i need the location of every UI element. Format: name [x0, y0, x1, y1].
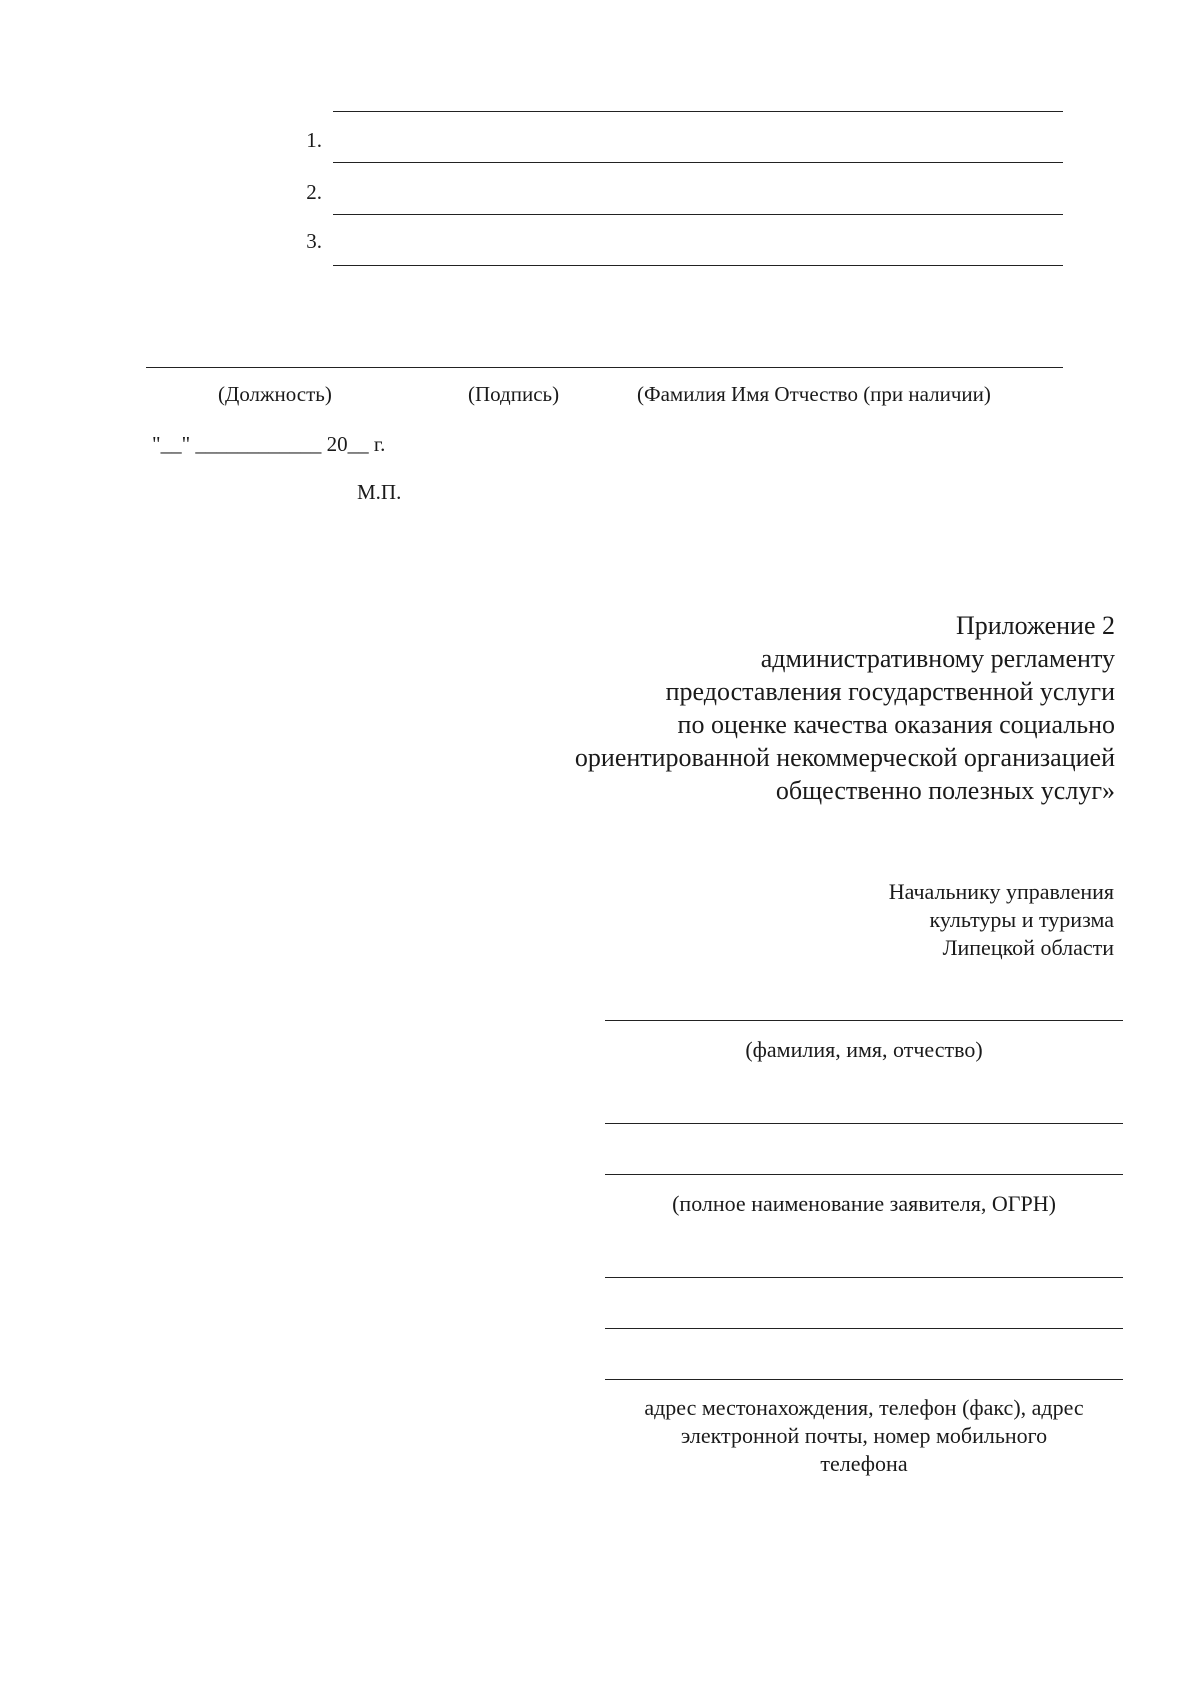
- contacts-caption: [605, 1394, 1123, 1478]
- list-number-2: 2.: [306, 180, 322, 204]
- contacts-caption-line-3: телефона: [820, 1451, 908, 1476]
- stamp-label: М.П.: [357, 480, 402, 504]
- list-item-2-rule[interactable]: [333, 214, 1063, 215]
- full-name-label: (Фамилия Имя Отчество (при наличии): [637, 382, 991, 406]
- contacts-field-rule-1[interactable]: [605, 1277, 1123, 1278]
- appendix-title: Приложение 2: [955, 611, 1115, 640]
- applicant-caption: (полное наименование заявителя, ОГРН): [672, 1191, 1056, 1216]
- addressee-line-1: Начальнику управления: [888, 879, 1114, 904]
- appendix-line-6: общественно полезных услуг»: [775, 776, 1115, 805]
- addressee-line-3: Липецкой области: [942, 935, 1114, 960]
- list-item-1-rule[interactable]: [333, 162, 1063, 163]
- signature-label: (Подпись): [468, 382, 560, 406]
- applicant-field-rule-2[interactable]: [605, 1174, 1123, 1175]
- fio-caption: (фамилия, имя, отчество): [745, 1037, 983, 1062]
- appendix-header: [415, 609, 1115, 807]
- date-line: "__" ____________ 20__ г.: [152, 432, 386, 456]
- appendix-line-2: административному регламенту: [760, 644, 1115, 673]
- addressee-block: [889, 878, 1114, 962]
- fio-field-rule[interactable]: [605, 1020, 1123, 1021]
- list-number-3: 3.: [306, 229, 322, 253]
- list-top-rule: [333, 111, 1063, 112]
- addressee-line-2: культуры и туризма: [929, 907, 1114, 932]
- signature-rule[interactable]: [146, 367, 1063, 368]
- appendix-line-3: предоставления государственной услуги: [665, 677, 1115, 706]
- position-label: (Должность): [218, 382, 332, 406]
- list-number-1: 1.: [306, 128, 322, 152]
- contacts-caption-line-2: электронной почты, номер мобильного: [680, 1423, 1048, 1448]
- list-item-3-rule[interactable]: [333, 265, 1063, 266]
- contacts-field-rule-3[interactable]: [605, 1379, 1123, 1380]
- contacts-caption-line-1: адрес местонахождения, телефон (факс), адрес: [644, 1395, 1084, 1420]
- appendix-line-4: по оценке качества оказания социально: [677, 710, 1115, 739]
- appendix-line-5: ориентированной некоммерческой организацией: [574, 743, 1115, 772]
- contacts-field-rule-2[interactable]: [605, 1328, 1123, 1329]
- applicant-field-rule-1[interactable]: [605, 1123, 1123, 1124]
